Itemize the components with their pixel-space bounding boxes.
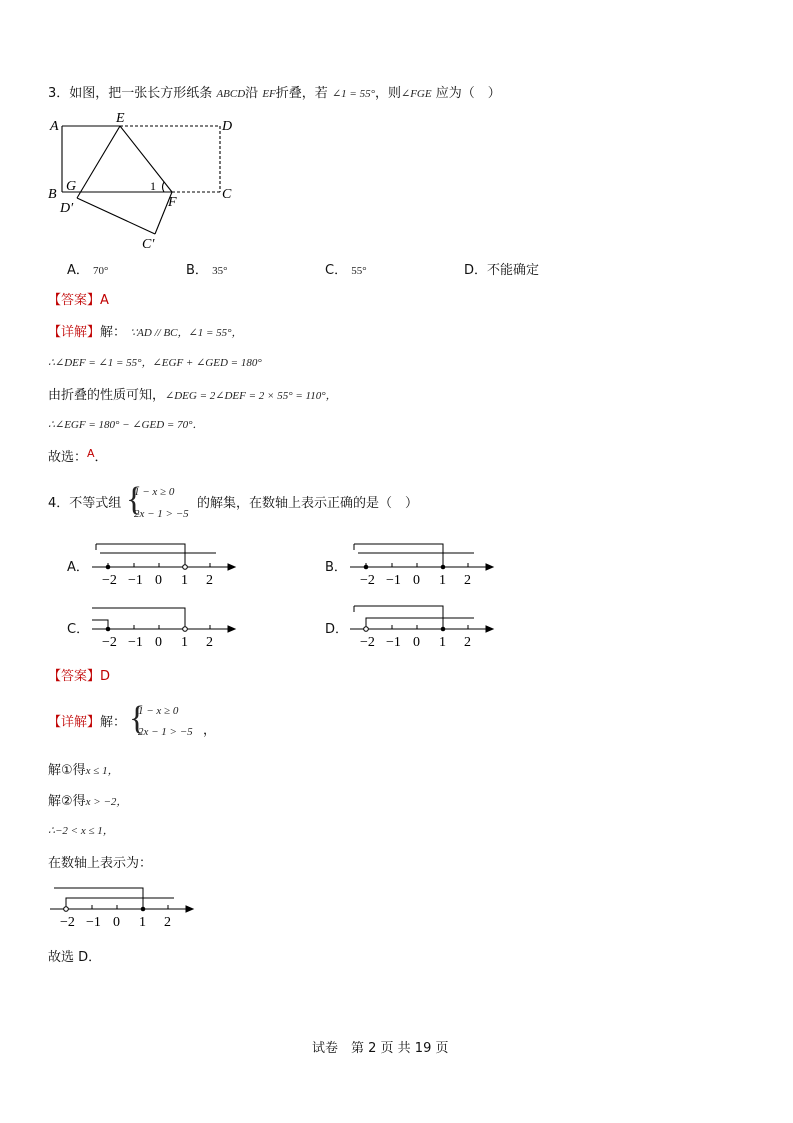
label-D: D [222, 119, 233, 134]
tick-label: 2 [464, 573, 471, 586]
label-G: G [66, 179, 77, 194]
tick-label: 0 [413, 573, 420, 586]
label-F: F [168, 195, 177, 210]
q4-stem-end: 的解集，在数轴上表示正确的是（ ） [197, 496, 419, 511]
system-eq-2: 2x − 1 > −5 [134, 508, 189, 520]
option-b[interactable] [186, 264, 227, 277]
system-brace: { [126, 481, 143, 518]
solution-line: ∵AD // BC，∠1 = 55°， [130, 327, 243, 339]
option-d[interactable] [464, 264, 539, 277]
stem-text: 不等式组 [69, 496, 122, 511]
q3-detail-2: ∴∠DEF = ∠1 = 55°，∠EGF + ∠GED = 180° [48, 357, 262, 369]
q3-detail-3 [48, 389, 337, 402]
detail-eq-2: 2x − 1 > −5 [138, 726, 193, 738]
choose-end: ． [94, 450, 108, 465]
detail-label: 【详解】 [48, 325, 101, 340]
choose-letter: A [87, 447, 95, 460]
tick-label: 1 [181, 635, 188, 648]
label-C-prime: C′ [142, 237, 155, 252]
option-b-letter[interactable]: B． [325, 560, 347, 575]
label-C: C [222, 187, 232, 202]
option-a-number-line [88, 540, 238, 586]
tick-label: 2 [206, 573, 213, 586]
label-D-prime: D′ [60, 201, 74, 216]
step-math: x > −2， [85, 796, 128, 808]
tick-label: 0 [155, 573, 162, 586]
tick-label: 1 [439, 573, 446, 586]
option-letter: C． [325, 263, 348, 278]
detail-prefix: 解： [100, 325, 127, 340]
option-b-number-line [346, 540, 496, 586]
option-value: 70° [93, 265, 109, 277]
answer-value: A [100, 293, 109, 308]
math-text: EF [262, 88, 276, 100]
detail-eq-end: ， [203, 723, 217, 738]
q3-answer [48, 294, 109, 307]
option-a[interactable] [67, 264, 108, 277]
detail-label: 【详解】 [48, 715, 101, 730]
math-text: ∠FGE [401, 88, 432, 100]
tick-label: 0 [155, 635, 162, 648]
q4-choose: 故选 D． [48, 950, 102, 965]
q4-step3: ∴−2 < x ≤ 1， [48, 825, 114, 837]
tick-label: −2 [360, 635, 375, 648]
q3-choose [48, 447, 108, 465]
tick-label: −1 [128, 573, 143, 586]
system-eq-1: 1 − x ≥ 0 [134, 486, 175, 498]
tick-label: −1 [386, 635, 401, 648]
tick-label: −2 [60, 915, 75, 928]
tick-label: −1 [86, 915, 101, 928]
tick-label: −2 [102, 573, 117, 586]
option-c-number-line [88, 602, 238, 648]
q4-step4: 在数轴上表示为： [48, 856, 153, 871]
question-number: 4． [48, 496, 70, 511]
q3-stem [48, 87, 501, 100]
step-math: x ≤ 1， [85, 765, 119, 777]
tick-label: −2 [360, 573, 375, 586]
detail-eq-1: 1 − x ≥ 0 [138, 705, 179, 717]
option-c-letter[interactable]: C． [67, 622, 90, 637]
answer-label: 【答案】 [48, 669, 101, 684]
option-letter: D． [464, 263, 488, 278]
step-text: 解①得 [48, 763, 86, 778]
option-letter: A． [67, 263, 89, 278]
tick-label: 1 [439, 635, 446, 648]
page-footer: 试卷 第 2 页 共 19 页 [312, 1041, 449, 1056]
option-a-letter[interactable]: A． [67, 560, 89, 575]
option-letter: B． [186, 263, 208, 278]
tick-label: 0 [113, 915, 120, 928]
option-value: 不能确定 [487, 263, 540, 278]
option-c[interactable] [325, 264, 367, 277]
label-1: 1 [150, 179, 156, 193]
q4-answer [48, 670, 110, 683]
stem-text: ，则 [374, 86, 401, 101]
detail-prefix: 解： [100, 715, 127, 730]
stem-text: 折叠，若 [275, 86, 328, 101]
option-d-letter[interactable]: D． [325, 622, 349, 637]
stem-text: 如图，把一张长方形纸条 [69, 86, 213, 101]
q4-step2 [48, 795, 127, 808]
question-number: 3． [48, 86, 70, 101]
tick-label: 0 [413, 635, 420, 648]
stem-text: 沿 [245, 86, 259, 101]
answer-label: 【答案】 [48, 293, 101, 308]
choose-text: 故选： [48, 450, 88, 465]
q4-step1 [48, 764, 119, 777]
tick-label: −2 [102, 635, 117, 648]
option-value: 35° [212, 265, 228, 277]
q3-detail-1 [48, 326, 243, 339]
solution-number-line [46, 882, 196, 928]
tick-label: −1 [386, 573, 401, 586]
label-E: E [116, 111, 125, 126]
tick-label: 2 [164, 915, 171, 928]
label-A: A [50, 119, 59, 134]
tick-label: 2 [206, 635, 213, 648]
fold-figure [40, 110, 250, 255]
option-value: 55° [351, 265, 367, 277]
tick-label: 1 [181, 573, 188, 586]
q3-detail-4: ∴∠EGF = 180° − ∠GED = 70°． [48, 419, 204, 431]
detail-system-brace: { [129, 700, 146, 737]
step-text: 解②得 [48, 794, 86, 809]
math-text: ∠1 = 55° [331, 88, 375, 100]
solution-math: ∠DEG = 2∠DEF = 2 × 55° = 110°， [165, 390, 337, 402]
tick-label: 1 [139, 915, 146, 928]
stem-text: 应为（ ） [435, 86, 501, 101]
tick-label: −1 [128, 635, 143, 648]
answer-value: D [100, 669, 111, 684]
q4-stem-start [48, 497, 121, 510]
tick-label: 2 [464, 635, 471, 648]
q4-detail-label [48, 716, 126, 729]
math-text: ABCD [216, 88, 246, 100]
option-d-number-line [346, 602, 496, 648]
label-B: B [48, 187, 57, 202]
solution-text: 由折叠的性质可知， [48, 388, 166, 403]
